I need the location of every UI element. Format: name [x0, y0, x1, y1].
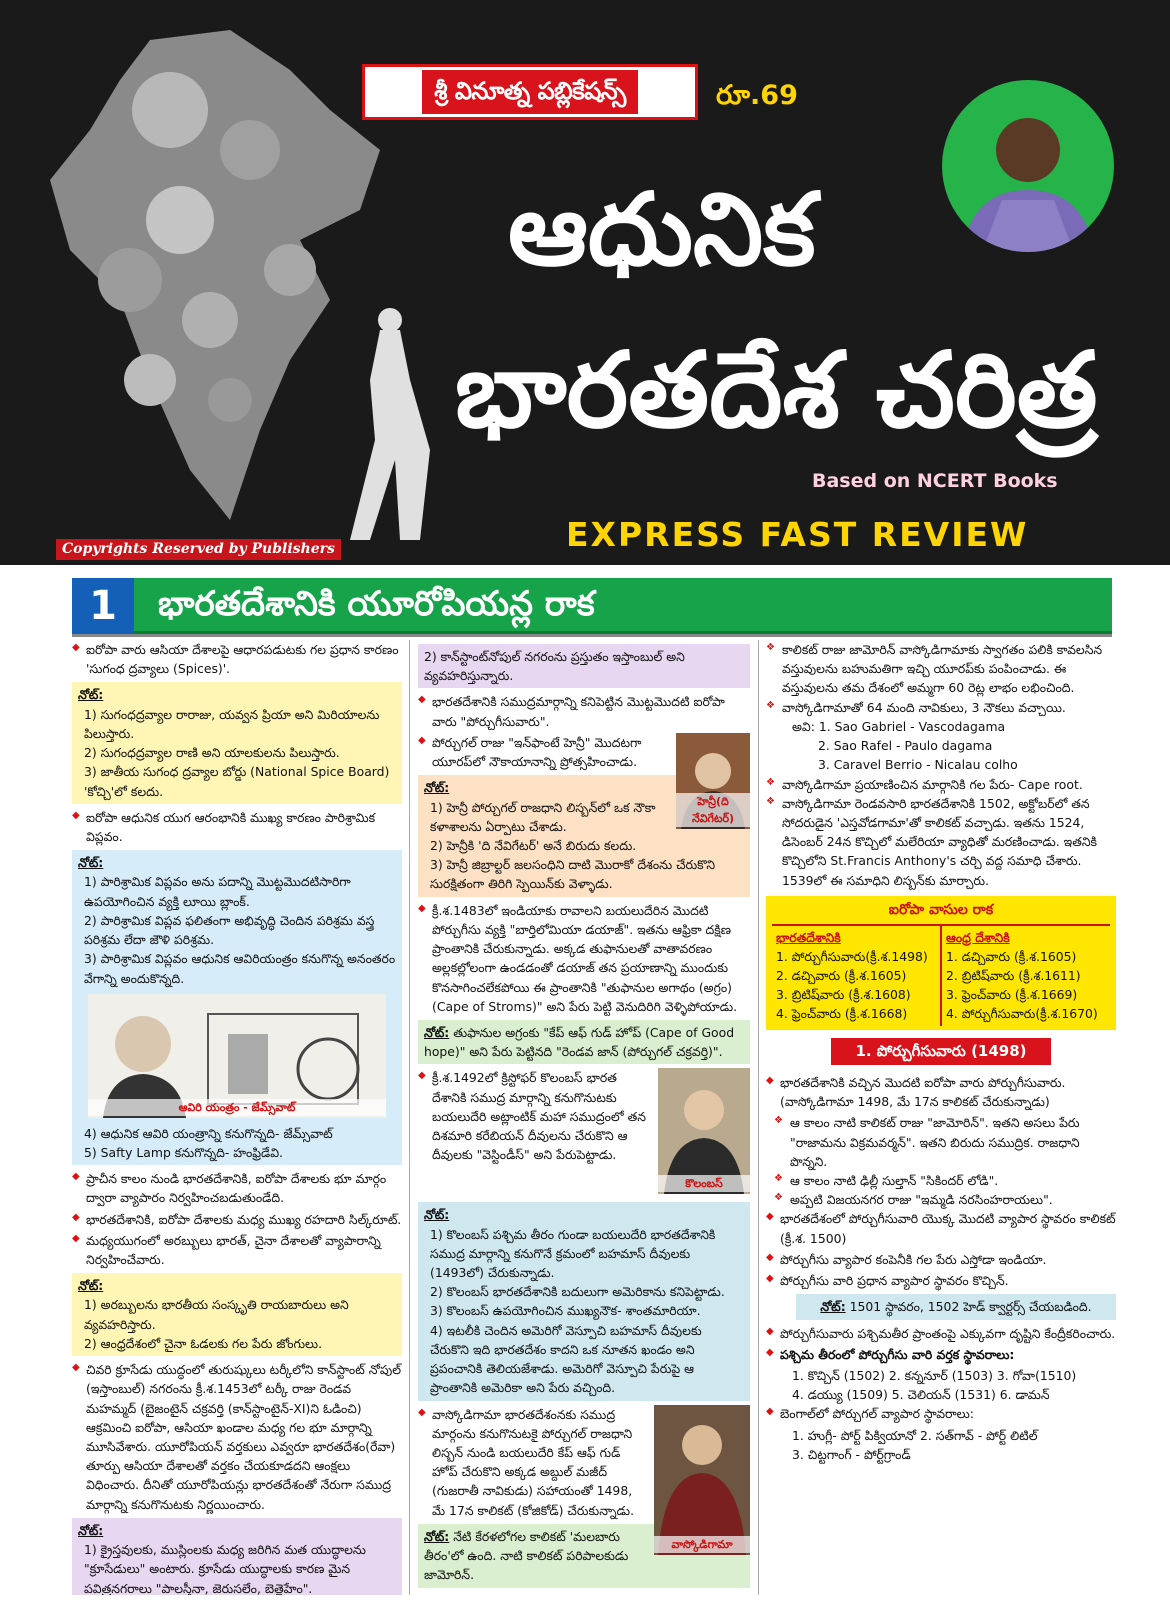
- note-item: 1) కొలంబస్ పశ్చిమ తీరం గుండా బయలుదేరి భారతదేశానికి సముద్ర మార్గాన్ని కనుగొనే క్రమంలో బహమాస్ దీవులకు (1493లో) చేరుకున్నాడు.: [430, 1226, 716, 1281]
- express-fast-review: EXPRESS FAST REVIEW: [566, 515, 1029, 554]
- list: [792, 1426, 1116, 1464]
- note-label: నోట్:: [424, 780, 450, 796]
- note-item: 2) పారిశ్రామిక విప్లవ ఫలితంగా అభివృద్ధి చెందిన పరిశ్రమ వస్త్ర పరిశ్రమ లేదా జౌళి పరిశ్రమ.: [84, 912, 375, 948]
- table-cell: 4. ఫ్రెంచ్‌వారు (క్రీ.శ.1668): [776, 1006, 908, 1022]
- cover-header: [0, 0, 1170, 565]
- note-label: నోట్:: [424, 1207, 450, 1223]
- note-box: [72, 1518, 402, 1595]
- paragraph: ◆ పశ్చిమ తీరంలో పోర్చుగీసు వారి వర్తక స్థావరాలు:: [766, 1345, 1116, 1364]
- paragraph: ◆ మధ్యయుగంలో అరబ్బులు భారత్, చైనా దేశాలతో వ్యాపారాన్ని నిర్వహించేవారు.: [72, 1231, 402, 1269]
- paragraph: ◆ క్రీ.శ.1492లో క్రిస్టోఫర్ కొలంబస్ భారత దేశానికి సముద్ర మార్గాన్ని కనుగొనుటకు బయలుదేరి అట్లాంటిక్ మహా సముద్రంలో తన దిశమారి కరేబియన్ దీవులను చేరుకొని ఆ దీవులకు "వెస్టిండీస్" అని పేరుపెట్టాడు.: [418, 1068, 750, 1164]
- list-item: 4. డయ్యు (1509) 5. చెలియన్ (1531) 6. డామన్: [792, 1387, 1050, 1403]
- note-item: 2) కొలంబస్ భారతదేశానికి బదులుగా అమెరికాను కనిపెట్టాడు.: [430, 1284, 725, 1300]
- table-cell: 1. పోర్చుగీసువారు(క్రీ.శ.1498): [776, 948, 928, 964]
- ships-list: [792, 717, 1116, 775]
- table-cell: 3. ఫ్రెంచ్‌వారు (క్రీ.శ.1669): [946, 987, 1078, 1003]
- chapter-title: భారతదేశానికి యూరోపియన్ల రాక: [158, 584, 595, 624]
- note-item: 3) పారిశ్రామిక విప్లవం ఆధునిక ఆవిరియంత్రం కనుగొన్న అనంతరం వేగాన్ని అందుకొన్నది.: [84, 951, 396, 986]
- list-item: 3. చిట్టగాంగ్ - పోర్ట్‌గ్రాండ్: [792, 1446, 911, 1462]
- european-arrival-table: [766, 896, 1116, 1030]
- note-item: 1) సుగంధద్రవ్యాల రారాజు, యవ్వన ప్రియా అని మిరియాలను పిలుస్తారు.: [84, 706, 380, 741]
- column-3: [766, 640, 1116, 1595]
- publisher-name: శ్రీ వినూత్న పబ్లికేషన్స్: [422, 70, 637, 113]
- note-item: 5) Safty Lamp కనుగొన్నది- హంఫ్రిడేవి.: [84, 1144, 283, 1160]
- note-label: నోట్:: [424, 1528, 450, 1544]
- note-box: 2) కాన్‌స్టాంట్‌నోపుల్ నగరంను ప్రస్తుతం ఇస్తాంబుల్ అని వ్యవహరిస్తున్నారు.: [418, 644, 750, 688]
- price: రూ.69: [716, 80, 798, 111]
- note-label: నోట్:: [78, 1522, 104, 1538]
- note-item: 3) కొలంబస్ ఉపయోగించిన ముఖ్యనౌక- శాంతమారియా.: [430, 1303, 701, 1319]
- list-item: 1. కొచ్చిన్ (1502) 2. కన్ననూర్ (1503) 3. గోవా(1510): [792, 1367, 1077, 1383]
- table-header: భారతదేశానికి: [776, 929, 841, 945]
- note-box: [418, 1020, 750, 1064]
- table-cell: 1. డచ్చివారు (క్రీ.శ.1605): [946, 948, 1077, 964]
- sub-bullet: ❖ అప్పటి విజయనగర రాజు "ఇమ్మడి నరసింహరాయలు".: [774, 1190, 1116, 1209]
- list-item: 2. Sao Rafel - Paulo dagama: [818, 738, 993, 754]
- table-header: ఆంధ్ర దేశానికి: [946, 929, 1010, 945]
- section-heading: 1. పోర్చుగీసువారు (1498): [831, 1038, 1051, 1065]
- column-2: [418, 640, 750, 1595]
- note-item: 1) పారిశ్రామిక విప్లవం అను పదాన్ని మొట్టమొదటిసారిగా ఉపయోగించిన వ్యక్తి లూయి బ్లాంక్.: [84, 874, 351, 909]
- ncert-subtitle: Based on NCERT Books: [812, 470, 1058, 492]
- note-item: 3) హెన్రీ జిబ్రాల్టర్ జలసంధిని దాటి మొరాకో దేశంను చేరుకొని సురక్షితంగా తిరిగి స్పెయిన్‌కు వెళ్ళాడు.: [430, 857, 716, 892]
- paragraph: ◆ పోర్చుగీసువారు పశ్చిమతీర ప్రాంతంపై ఎక్కువగా దృష్టిని కేంద్రీకరించారు.: [766, 1324, 1116, 1343]
- paragraph: ❖ కాలికట్ రాజు జామోరిన్ వాస్కోడిగామాకు స్వాగతం పలికి కావలసిన వస్తువులను బహుమతిగా ఇచ్చి యూరప్‌కు పంపించాడు. ఈ వస్తువులను తమ దేశంలో అమ్మగా 60 రెట్ల లాభం లభించింది.: [766, 640, 1116, 698]
- paragraph: ❖ వాస్కోడిగామా ప్రయాణించిన మార్గానికి గల పేరు- Cape root.: [766, 775, 1116, 794]
- note-box: [72, 850, 402, 1165]
- paragraph: ◆ చివరి క్రూసేడు యుద్ధంలో తురుష్కులు టర్కీలోని కాన్‌స్టాంట్ నోపుల్ (ఇస్తాంబుల్) నగరంను క్రీ.శ.1453లో టర్కీ రాజు రెండవ మహమ్మద్ (బైజంటైన్ చక్రవర్తి (కాన్‌స్టాంటైన్-XI)ని ఓడించి) ఆక్రమించి ఐరోపా, ఆసియా ఖండాల మధ్య గల భూ మార్గాన్ని మూసివేశారు. యూరోపియన్ వర్తకులు ఎవ్వరూ భారతదేశం(రేవా) తూర్పు ఆసియా దేశాలతో వర్తకం చేయకూడదని ఆంక్షలు విధించారు. దీనితో యూరోపియన్లు భారతదేశంతో నేరుగా సముద్ర మార్గాన్ని కనుగొనుటకు నిర్ణయించారు.: [72, 1360, 402, 1514]
- paragraph: ◆ వాస్కోడిగామా భారతదేశంనకు సముద్ర మార్గంను కనుగొనుటకై పోర్చుగల్ రాజధాని లిస్బన్ నుండి బయలుదేరి కేప్ ఆఫ్ గుడ్ హోప్ చేరుకొని అక్కడ అబ్దుల్ మజీద్ (గుజరాతీ నావికుడు) సహాయంతో 1498, మే 17న కాలికట్ (కోజికోడ్) చేరుకున్నాడు.: [418, 1405, 750, 1520]
- title-line-1: ఆధునిక: [508, 171, 816, 288]
- note-item: 1) హెన్రీ పోర్చుగల్ రాజధాని లిస్బన్‌లో ఒక నౌకా కళాశాలను ఏర్పాటు చేశాడు.: [430, 799, 656, 834]
- note-text: తుఫానుల అగ్రంకు "కేప్ ఆఫ్ గుడ్ హోప్ (Cape of Good hope)" అని పేరు పెట్టినది "రెండవ జాన్ (పోర్చుగల్ చక్రవర్తి)".: [424, 1024, 735, 1060]
- sub-bullet: ❖ ఆ కాలం నాటి కాలికట్ రాజు "జామోరిన్". ఇతని అసలు పేరు "రాజామను విక్రమవర్మన్". ఇతని బిరుదు సముద్రిక. రాజధాని పొన్నని.: [774, 1113, 1116, 1171]
- james-watt-steam-engine-image: [88, 994, 386, 1118]
- paragraph: ◆ పోర్చుగల్ రాజు "ఇన్‌ఫాంటే హెన్రీ" మొదటగా యూరప్‌లో నౌకాయానాన్ని ప్రోత్సహించాడు.: [418, 733, 750, 771]
- paragraph: ◆ భారతదేశానికి, ఐరోపా దేశాలకు మధ్య ముఖ్య రహదారి సిల్క్‌రూట్.: [72, 1210, 402, 1229]
- note-box: [796, 1294, 1116, 1319]
- note-label: నోట్:: [78, 855, 104, 871]
- note-label: నోట్:: [78, 1278, 104, 1294]
- note-text: నేటి కేరళలోగల కాలికట్ 'మలబారు తీరం'లో ఉంది. నాటి కాలికట్ పరిపాలకుడు జామోరిన్.: [424, 1528, 629, 1583]
- table-title: ఐరోపా వాసుల రాక: [888, 901, 994, 918]
- title-line-2: భారతదేశ చరిత్ర: [455, 329, 1098, 451]
- note-item: 2) సుగంధద్రవ్యాల రాణి అని యాలకులను పిలుస్తారు.: [84, 745, 340, 761]
- paragraph: ◆ ఐరోపా వారు ఆసియా దేశాలపై ఆధారపడుటకు గల ప్రధాన కారణం 'సుగంధ ద్రవ్యాలు (Spices)'.: [72, 640, 402, 678]
- list-item: 3. Caravel Berrio - Nicalau colho: [818, 757, 1018, 773]
- table-cell: 2. బ్రిటిష్‌వారు (క్రీ.శ.1611): [946, 967, 1081, 983]
- note-label: నోట్:: [424, 1024, 450, 1040]
- note-item: 4) ఆధునిక ఆవిరి యంత్రాన్ని కనుగొన్నది- జేమ్స్‌వాట్: [84, 1125, 333, 1141]
- note-text: 1501 స్థావరం, 1502 హెడ్ క్వార్టర్స్ చేయబడింది.: [849, 1299, 1092, 1315]
- image-caption: హెన్రీ(ది నేవిగేటర్): [676, 793, 750, 827]
- note-item: 3) జాతీయ సుగంధ ద్రవ్యాల బోర్డు (National Spice Board) 'కోచ్చి'లో కలదు.: [84, 764, 390, 799]
- chapter-number: 1: [72, 578, 134, 634]
- note-box: [418, 1202, 750, 1400]
- paragraph: ◆ భారతదేశంలో పోర్చుగీసువారి యొక్క మొదటి వ్యాపార స్థావరం కాలికట్ (క్రీ.శ. 1500): [766, 1209, 1116, 1247]
- paragraph: ❖ వాస్కోడిగామాతో 64 మంది నావికులు, 3 నౌకలు వచ్చాయి.: [766, 698, 1116, 717]
- note-box: [72, 1273, 402, 1356]
- chapter-banner: [72, 578, 1112, 634]
- table-cell: 4. పోర్చుగీసువారు(క్రీ.శ.1670): [946, 1006, 1098, 1022]
- table-cell: 2. డచ్చివారు (క్రీ.శ.1605): [776, 967, 907, 983]
- paragraph: ◆ ప్రాచీన కాలం నుండి భారతదేశానికి, ఐరోపా దేశాలకు భూ మార్గం ద్వారా వ్యాపారం నిర్వహించబడుతుండేది.: [72, 1169, 402, 1207]
- copyright-badge: Copyrights Reserved by Publishers: [56, 539, 341, 560]
- publisher-box: [362, 64, 698, 120]
- image-caption: వాస్కోడిగామా: [654, 1536, 750, 1553]
- column-1: [72, 640, 402, 1595]
- paragraph: ◆ భారతదేశానికి సముద్రమార్గాన్ని కనిపెట్టిన మొట్టమొదటి ఐరోపా వారు "పోర్చుగీసువారు".: [418, 692, 750, 730]
- note-item: 2) ఆంధ్రదేశంలో చైనా ఓడలకు గల పేరు జోంగులు.: [84, 1335, 323, 1351]
- paragraph: ◆ పోర్చుగీసు వారి ప్రధాన వ్యాపార స్థావరం కొచ్చిన్.: [766, 1271, 1116, 1290]
- author-photo: [942, 80, 1114, 252]
- note-label: నోట్:: [78, 687, 104, 703]
- image-caption: కొలంబస్: [658, 1175, 750, 1192]
- note-item: 2) హెన్రీకి 'ది నేవిగేటర్' అనే బిరుదు కలదు.: [430, 837, 637, 853]
- paragraph: ◆ భారతదేశానికి వచ్చిన మొదటి ఐరోపా వారు పోర్చుగీసువారు. (వాస్కోడిగామా 1498, మే 17న కాలికట్ చేరుకున్నాడు): [766, 1073, 1116, 1111]
- table-cell: 3. బ్రిటిష్‌వారు (క్రీ.శ.1608): [776, 987, 911, 1003]
- paragraph: ◆ పోర్చుగీసు వ్యాపార కంపెనీకి గల పేరు ఎస్తోడా ఇండియా.: [766, 1250, 1116, 1269]
- paragraph: ❖ వాస్కోడిగామా రెండవసారి భారతదేశానికి 1502, అక్టోబర్‌లో తన సోదరుడైన 'ఎస్తవోడగామా'తో కాలికట్ వచ్చాడు. ఇతను 1524, డిసెంబర్ 24న కొచ్చిలో మలేరియా వ్యాధితో మరణించాడు. ఇతనికి కొచ్చిలోని St.Francis Anthony's చర్చి వద్ద సమాధి చేశారు. 1539లో ఈ సమాధిని లిస్బన్‌కు మార్చారు.: [766, 794, 1116, 890]
- paragraph: ◆ బెంగాల్‌లో పోర్చుగల్ వ్యాపార స్థావరాలు:: [766, 1404, 1116, 1423]
- note-label: నోట్:: [820, 1299, 846, 1315]
- image-caption: ఆవిరి యంత్రం - జేమ్స్‌వాట్: [88, 1099, 386, 1116]
- note-item: 1) అరబ్బులను భారతీయ సంస్కృతి రాయబారులు అని వ్యవహరిస్తారు.: [84, 1297, 349, 1332]
- list-item: అవి: 1. Sao Gabriel - Vascodagama: [792, 718, 1006, 734]
- paragraph: ◆ క్రీ.శ.1483లో ఇండియాకు రావాలని బయలుదేరిన మొదటి పోర్చుగీసు వ్యక్తి "బార్తిలోమియా డయాజ్". ఇతను ఆఫ్రికా దక్షిణ ప్రాంతానికి చేరుకున్నాడు. అక్కడ తుఫానులతో వాతావరణం అల్లకల్లోలంగా ఉండడంతో డయాజ్ తన ప్రయాణాన్ని ముందుకు కొనసాగించలేకపోయి ఈ ప్రాంతానికి "తుఫానుల అగాథం (అగ్రం) (Cape of Stroms)" అని పేరు పెట్టి వెనుదిరిగి వెళ్ళిపోయాడు.: [418, 901, 750, 1016]
- note-item: 4) ఇటలీకి చెందిన అమెరిగో వెస్పూచి బహమాస్ దీవులకు చేరుకొని ఇది భారతదేశం కాదని ఒక నూతన ఖండం అని ప్రపంచానికి తెలియజేశాడు. అమెరిగో వెస్పూచి పేరుపై ఆ ప్రాంతానికి అమెరికా అని పేరు వచ్చింది.: [430, 1322, 702, 1396]
- paragraph: ◆ ఐరోపా ఆధునిక యుగ ఆరంభానికి ముఖ్య కారణం పారిశ్రామిక విప్లవం.: [72, 808, 402, 846]
- sub-bullet: ❖ ఆ కాలం నాటి ఢిల్లీ సుల్తాన్ "సికిందర్ లోడి".: [774, 1171, 1116, 1190]
- note-item: 1) క్రైస్తవులకు, ముస్లింలకు మధ్య జరిగిన మత యుద్ధాలను "క్రూసేడులు" అంటారు. క్రూసేడు యుద్ధాలకు కారణ మైన పవిత్రనగరాలు "పాలస్తీనా, జెరుసలేం, బెత్లెహేం".: [84, 1542, 366, 1595]
- list-item: 1. హుగ్లీ- పోర్ట్ పిక్వియానో 2. సత్‌గావ్ - పోర్ట్ లిటిల్: [792, 1427, 1038, 1443]
- list: [792, 1366, 1116, 1404]
- note-box: [72, 682, 402, 803]
